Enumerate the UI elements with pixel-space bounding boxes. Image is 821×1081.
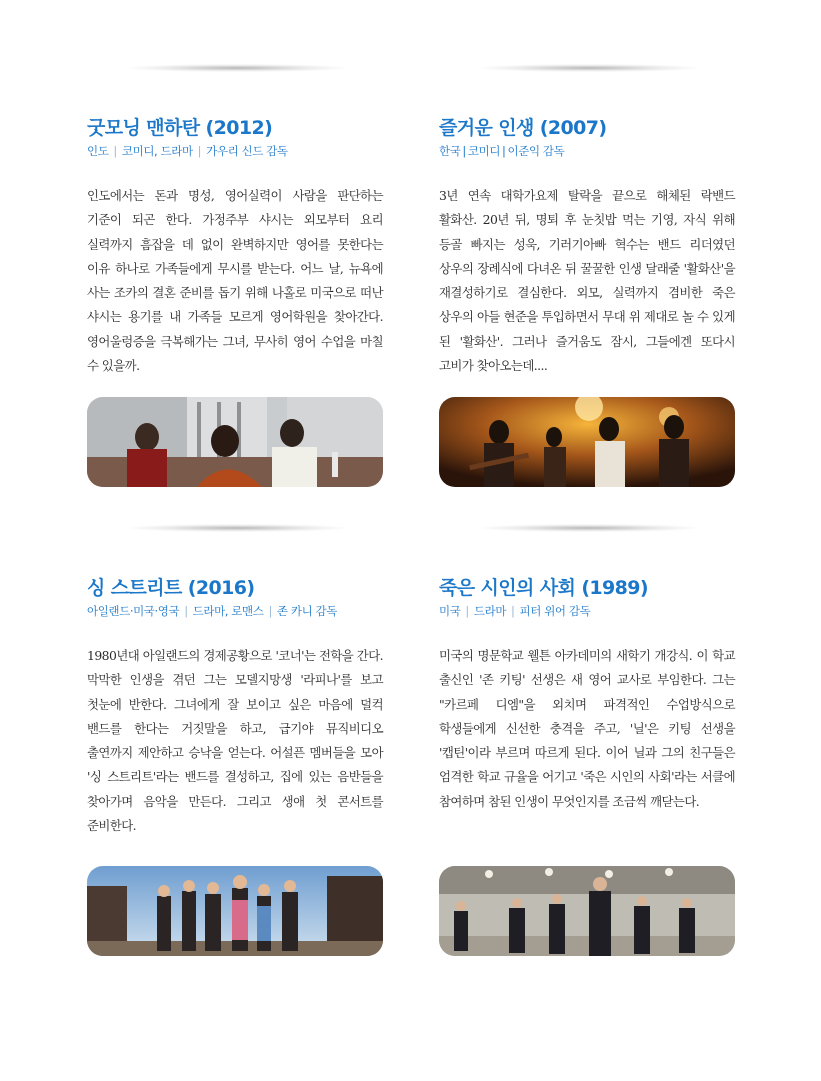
divider-shadow bbox=[479, 64, 699, 72]
movie-title: 죽은 시인의 사회 (1989) bbox=[439, 577, 648, 599]
meta-director: 존 카니 감독 bbox=[276, 604, 337, 618]
meta-country: 미국 bbox=[439, 604, 461, 618]
movie-meta: 한국 | 코미디 | 이준익 감독 bbox=[439, 144, 565, 158]
meta-director: 가우리 신드 감독 bbox=[206, 144, 288, 158]
movie-card-happy-life bbox=[439, 116, 735, 391]
movie-still-image bbox=[87, 397, 383, 487]
movie-description: 3년 연속 대학가요제 탈락을 끝으로 해체된 락밴드 활화산. 20년 뒤, 명퇴 후 눈칫밥 먹는 기영, 자식 위해 등골 빠지는 성욱, 기러기아빠 혁수는 밴드 리더였던 상우의 장례식에 다녀온 뒤 꿀꿀한 인생 달래줄 '활화산'을 재결성하기로 결심한다. 외모, 실력까지 겸비한 죽은 상우의 아들 현준을 투입하면서 무대 위 제대로 놀 수 있게 된 '활화산'. 그러나 즐거움도 잠시, 그들에겐 또다시 고비가 찾아오는데.... bbox=[439, 188, 735, 374]
movie-card-dead-poets-society bbox=[439, 576, 735, 826]
meta-genre: 드라마 bbox=[473, 604, 507, 618]
meta-director: 이준익 감독 bbox=[507, 144, 565, 158]
divider-shadow bbox=[127, 524, 347, 532]
movie-description: 인도에서는 돈과 명성, 영어실력이 사람을 판단하는 기준이 되곤 한다. 가정주부 샤시는 외모부터 요리 실력까지 흠잡을 데 없이 완벽하지만 영어를 못한다는 이유 하나로 가족들에게 무시를 받는다. 어느 날, 뉴욕에 사는 조카의 결혼 준비를 돕기 위해 나홀로 미국으로 떠난 샤시는 용기를 내 가족들 모르게 영어학원을 찾아간다. 영어울렁증을 극복해가는 그녀, 무사히 영어 수업을 마칠 수 있을까. bbox=[87, 188, 383, 374]
movie-still-image bbox=[439, 397, 735, 487]
meta-genre: 코미디, 드라마 bbox=[121, 144, 193, 158]
meta-genre: 코미디 bbox=[467, 144, 501, 158]
divider-shadow bbox=[127, 64, 347, 72]
movie-still-image bbox=[87, 866, 383, 956]
meta-country: 인도 bbox=[87, 144, 109, 158]
meta-genre: 드라마, 로맨스 bbox=[192, 604, 264, 618]
meta-country: 한국 bbox=[439, 144, 461, 158]
meta-director: 피터 위어 감독 bbox=[519, 604, 591, 618]
movie-title: 싱 스트리트 (2016) bbox=[87, 577, 255, 599]
movie-description: 1980년대 아일랜드의 경제공황으로 '코너'는 전학을 간다. 막막한 인생을 겪던 그는 모델지망생 '라피나'를 보고 첫눈에 반한다. 그녀에게 잘 보이고 싶은 마음에 덜컥 밴드를 한다는 거짓말을 하고, 급기야 뮤직비디오 출연까지 제안하고 승낙을 얻는다. 어설픈 멤버들을 모아 '싱 스트리트'라는 밴드를 결성하고, 집에 있는 음반들을 찾아가며 음악을 만든다. 그리고 생애 첫 콘서트를 준비한다. bbox=[87, 648, 383, 834]
movie-card-sing-street bbox=[87, 576, 383, 851]
divider-shadow bbox=[479, 524, 699, 532]
movie-meta: 미국 | 드라마 | 피터 위어 감독 bbox=[439, 604, 591, 618]
movie-card-good-morning-manhattan bbox=[87, 116, 383, 391]
movie-title: 굿모닝 맨하탄 (2012) bbox=[87, 117, 273, 139]
meta-country: 아일랜드·미국·영국 bbox=[87, 604, 180, 618]
movie-title: 즐거운 인생 (2007) bbox=[439, 117, 607, 139]
movie-meta: 인도 | 코미디, 드라마 | 가우리 신드 감독 bbox=[87, 144, 288, 158]
movie-meta: 아일랜드·미국·영국 | 드라마, 로맨스 | 존 카니 감독 bbox=[87, 604, 337, 618]
movie-description: 미국의 명문학교 웰튼 아카데미의 새학기 개강식. 이 학교 출신인 '존 키팅' 선생은 새 영어 교사로 부임한다. 그는 "카르페 디엠"을 외치며 파격적인 수업방식으로 학생들에게 신선한 충격을 주고, '닐'은 키팅 선생을 '캡틴'이라 부르며 따르게 된다. 이어 닐과 그의 친구들은 엄격한 학교 규율을 어기고 '죽은 시인의 사회'라는 서클에 참여하며 참된 인생이 무엇인지를 조금씩 깨닫는다. bbox=[439, 648, 735, 809]
movie-still-image bbox=[439, 866, 735, 956]
